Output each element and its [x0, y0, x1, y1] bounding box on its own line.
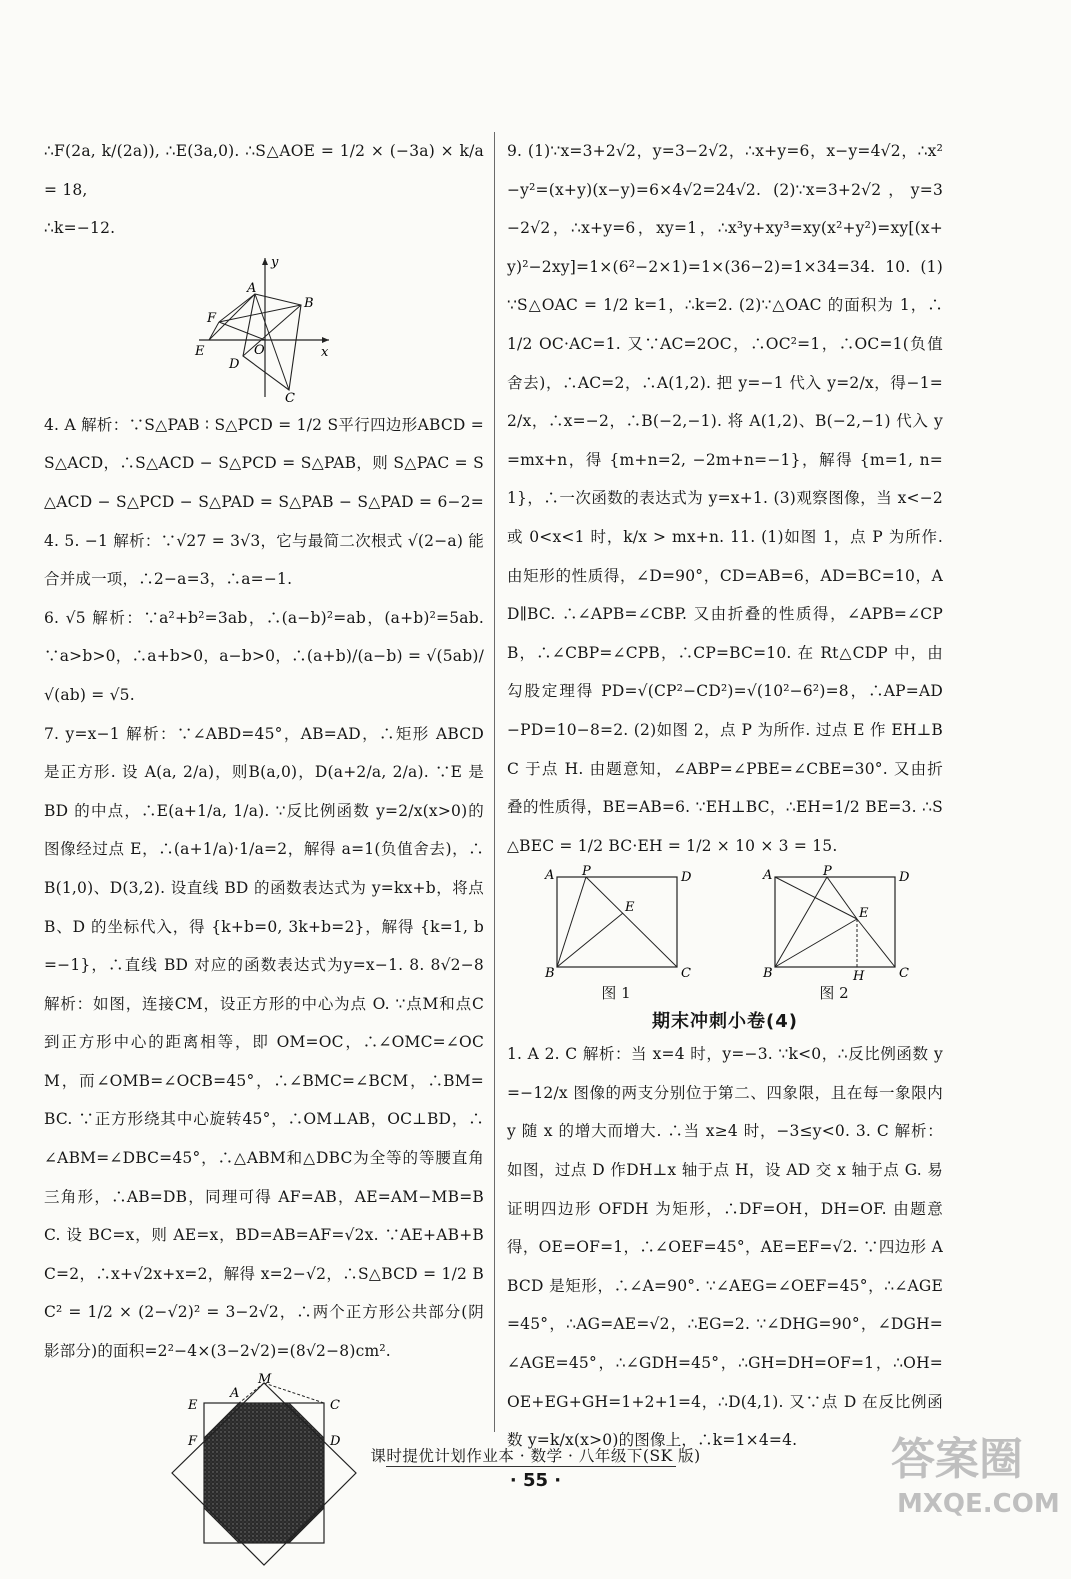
fig1-label-A: A — [247, 280, 257, 296]
right-paragraph-1: 9. (1)∵x=3+2√2，y=3−2√2，∴x+y=6，x−y=4√2，∴x²−y²=(x+y)(x−y)=6×4√2=24√2. (2)∵x=3+2√2，y=3−2√2，∴x+y=6，xy=1，∴x³y+xy³=xy(x²+y²)=xy[(x+y)²−2xy]=1×(6²−2×1)=1×(36−2)=1×34=34. 10. (1)∵S△OAC = 1/2 k=1，∴k=2. (2)∵△OAC 的面积为 1，∴1/2 OC·AC=1. 又∵AC=2OC，∴OC²=1，∴OC=1(负值舍去)，∴AC=2，∴A(1,2). 把 y=−1 代入 y=2/x，得−1=2/x，∴x=−2，∴B(−2,−1). 将 A(1,2)、B(−2,−1) 代入 y=mx+n，得 {m+n=2, −2m+n=−1}，解得 {m=1, n=1}，∴一次函数的表达式为 y=x+1. (3)观察图像，当 x<−2 或 0<x<1 时，k/x > mx+n. 11. (1)如图 1，点 P 为所作. 由矩形的性质得，∠D=90°，CD=AB=6，AD=BC=10，AD∥BC. ∴∠APB=∠CBP. 又由折叠的性质得，∠APB=∠CPB，∴∠CBP=∠CPB，∴CP=BC=10. 在 Rt△CDP 中，由勾股定理得 PD=√(CP²−CD²)=√(10²−6²)=8，∴AP=AD−PD=10−8=2. (2)如图 2，点 P 为所作. 过点 E 作 EH⊥BC 于点 H. 由题意知，∠ABP=∠PBE=∠CBE=30°. 又由折叠的性质得，BE=AB=6. ∵EH⊥BC，∴EH=1/2 BE=3. ∴S△BEC = 1/2 BC·EH = 1/2 × 10 × 3 = 15. — [507, 142, 943, 855]
left-paragraph-1: ∴F(2a, k/(2a)), ∴E(3a,0). ∴S△AOE = 1/2 × (−3a) × k/a = 18, — [44, 142, 484, 199]
figure-2-caption: 图 2 — [819, 984, 849, 1003]
fig2-label-M: M — [258, 1371, 272, 1387]
fig2-label-E: E — [188, 1397, 198, 1413]
f2-label-E: E — [859, 906, 869, 922]
section-title: 期末冲刺小卷(4) — [652, 1011, 798, 1033]
f2-label-C: C — [899, 966, 909, 982]
fig2-label-A: A — [230, 1385, 240, 1401]
f2-label-P: P — [823, 864, 832, 880]
fig2-label-D: D — [330, 1433, 341, 1449]
figure-1-rectangle — [541, 864, 692, 982]
figure-2-rectangle — [759, 864, 910, 985]
watermark-cn: 答案圈 — [891, 1434, 1023, 1485]
watermark-en: MXQE.COM — [897, 1489, 1060, 1519]
fig2-label-F: F — [188, 1433, 198, 1449]
f1-label-B: B — [545, 966, 555, 982]
f2-label-H: H — [853, 969, 865, 985]
watermark-logo — [881, 1412, 1060, 1522]
f1-label-E: E — [625, 900, 635, 916]
f1-label-D: D — [681, 870, 692, 886]
f1-label-C: C — [681, 966, 691, 982]
f2-label-B: B — [763, 966, 773, 982]
footer-rule — [386, 1466, 676, 1467]
fig1-label-B: B — [304, 295, 314, 311]
left-paragraph-5: 7. y=x−1 解析：∵∠ABD=45°，AB=AD，∴矩形 ABCD 是正方形. 设 A(a, 2/a)，则B(a,0)，D(a+2/a, 2/a). ∵E 是 BD 的中点，∴E(a+1/a, 1/a). ∵反比例函数 y=2/x(x>0)的图像经过点 E，∴(a+1/a)·1/a=2，解得 a=1(负值舍去)，∴B(1,0)、D(3,2). 设直线 BD 的函数表达式为 y=kx+b，将点 B、D 的坐标代入，得 {k+b=0, 3k+b=2}，解得 {k=1, b=−1}，∴直线 BD 对应的函数表达式为y=x−1. 8. 8√2−8 解析：如图，连接CM，设正方形的中心为点 O. ∵点M和点C 到正方形中心的距离相等，即 OM=OC，∴∠OMC=∠OCM，而∠OMB=∠OCB=45°，∴∠BMC=∠BCM，∴BM=BC. ∵正方形绕其中心旋转45°，∴OM⊥AB，OC⊥BD，∴∠ABM=∠DBC=45°，∴△ABM和△DBC为全等的等腰直角三角形，∴AB=DB，同理可得 AF=AB，AE=AM−MB=BC. 设 BC=x，则 AE=x，BD=AB=AF=√2x. ∵AE+AB+BC=2，∴x+√2x+x=2，解得 x=2−√2，∴S△BCD = 1/2 BC² = 1/2 × (2−√2)² = 3−2√2，∴两个正方形公共部分(阴影部分)的面积=2²−4×(3−2√2)=(8√2−8)cm². — [44, 724, 484, 1361]
rectangle-figures — [507, 864, 943, 985]
fig2-label-C: C — [330, 1397, 340, 1413]
figure-coordinate-quadrilateral — [179, 252, 349, 406]
fig1-label-C: C — [285, 390, 295, 406]
fig1-label-O: O — [254, 342, 265, 358]
fig1-label-E: E — [195, 343, 205, 359]
fig1-label-x: x — [321, 344, 329, 360]
left-paragraph-4: 6. √5 解析：∵a²+b²=3ab，∴(a−b)²=ab，(a+b)²=5ab. ∵a>b>0，∴a+b>0，a−b>0，∴(a+b)/(a−b) = √(5ab)/√(ab) = √5. — [44, 608, 484, 704]
page-number: · 55 · — [509, 1470, 562, 1491]
right-column — [507, 132, 943, 1460]
figure-1-caption: 图 1 — [601, 984, 631, 1003]
left-column — [44, 132, 484, 1579]
left-paragraph-2: ∴k=−12. — [44, 219, 116, 238]
column-divider — [494, 132, 495, 1432]
left-paragraph-3: 4. A 解析：∵S△PAB ∶ S△PCD = 1/2 S平行四边形ABCD = S△ACD，∴S△ACD − S△PCD = S△PAB，则 S△PAC = S△ACD − S△PCD − S△PAD = S△PAB − S△PAD = 6−2=4. 5. −1 解析：∵√27 = 3√3，它与最简二次根式 √(2−a) 能合并成一项，∴2−a=3，∴a=−1. — [44, 415, 484, 589]
fig1-label-F: F — [207, 310, 217, 326]
right-paragraph-2: 1. A 2. C 解析：当 x=4 时，y=−3. ∵k<0，∴反比例函数 y=−12/x 图像的两支分别位于第二、四象限，且在每一象限内 y 随 x 的增大而增大. ∴当 x≥4 时，−3≤y<0. 3. C 解析：如图，过点 D 作DH⊥x 轴于点 H，设 AD 交 x 轴于点 G. 易证明四边形 OFDH 为矩形，∴DF=OH，DH=OF. 由题意得，OE=OF=1，∴∠OEF=45°，AE=EF=√2. ∵四边形 ABCD 是矩形，∴∠A=90°. ∵∠AEG=∠OEF=45°，∴∠AGE=45°，∴AG=AE=√2，∴EG=2. ∵∠DHG=90°，∠DGH=∠AGE=45°，∴∠GDH=45°，∴GH=DH=OF=1，∴OH=OE+EG+GH=1+2+1=4，∴D(4,1). 又∵点 D 在反比例函数 y=k/x(x>0)的图像上，∴k=1×4=4. — [507, 1045, 943, 1450]
figure-captions — [507, 982, 943, 1003]
fig1-label-D: D — [229, 356, 240, 372]
f1-label-A: A — [545, 868, 555, 884]
fig1-label-y: y — [271, 254, 279, 270]
footer-title: 课时提优计划作业本 · 数学 · 八年级下(SK 版) — [370, 1447, 701, 1465]
f1-label-P: P — [582, 864, 591, 880]
f2-label-D: D — [899, 870, 910, 886]
f2-label-A: A — [763, 868, 773, 884]
